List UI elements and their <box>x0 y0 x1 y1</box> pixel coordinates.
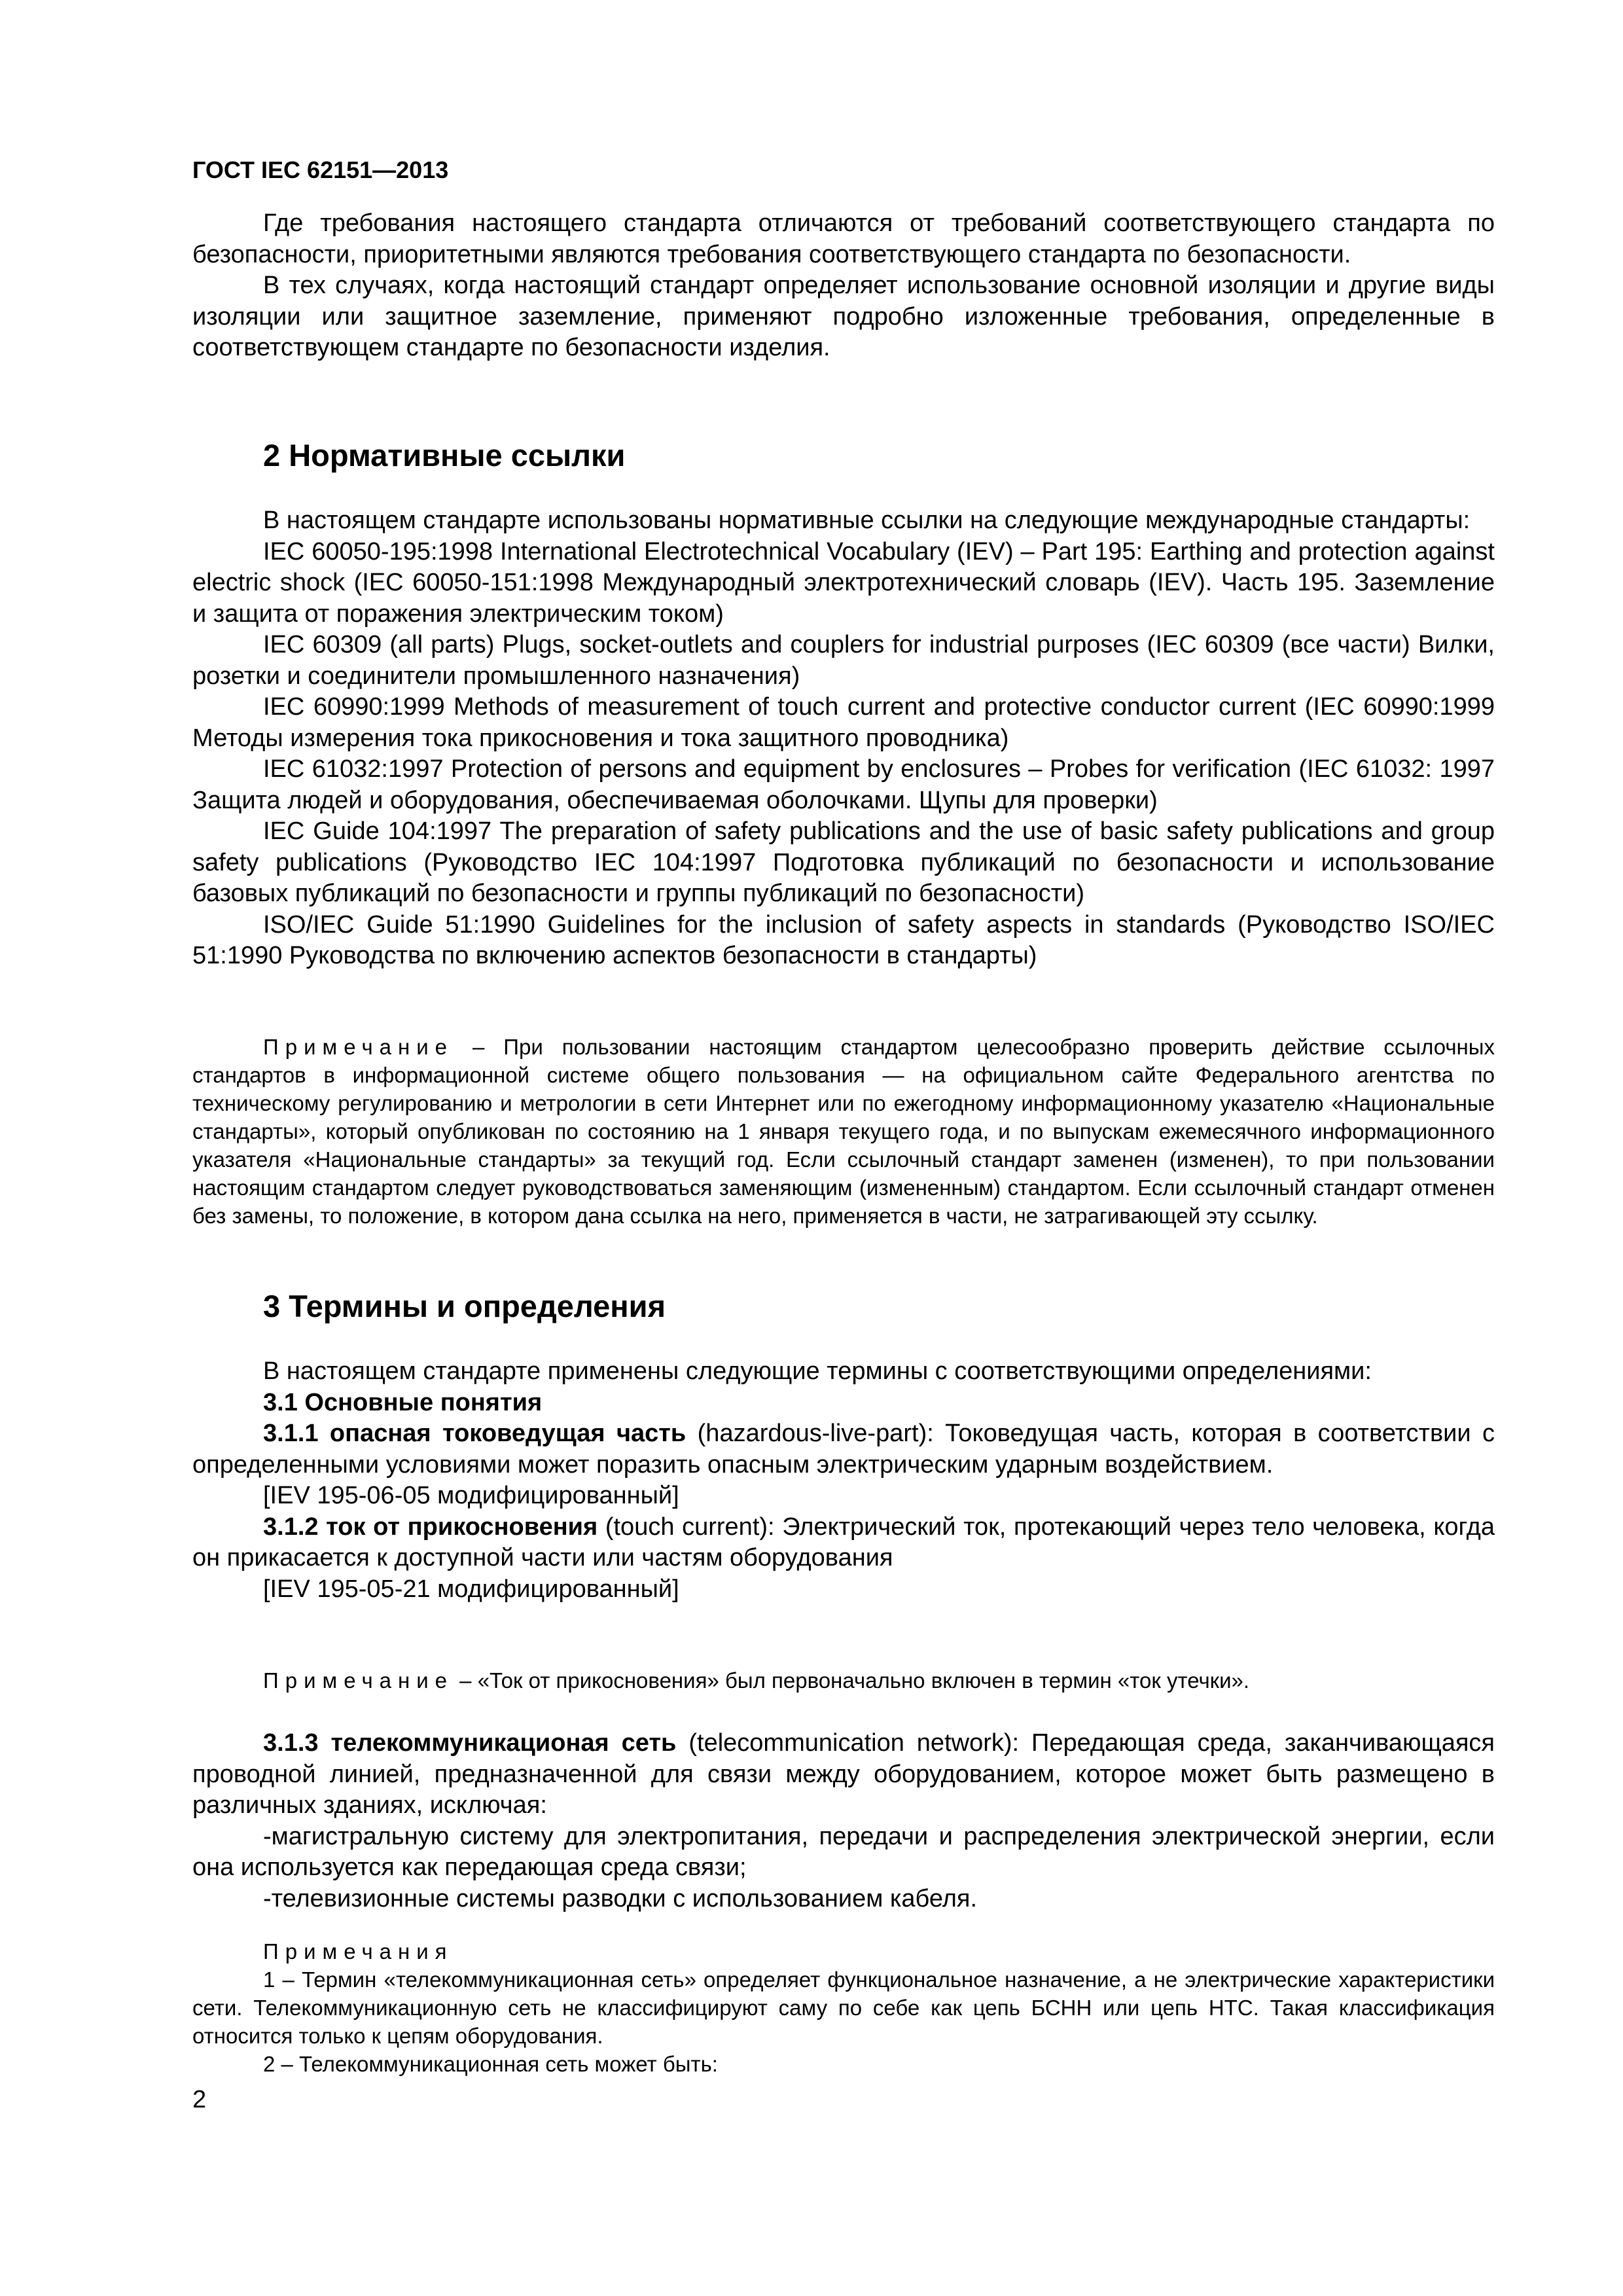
section-3-title: 3 Термины и определения <box>263 1289 666 1323</box>
reference-item: IEC 60050-195:1998 International Electrotechnical Vocabulary (IEV) – Part 195: Earthing and protection against electric shock (IEC 60050-151:1998 Международный электротехнический словарь (IEV). Часть 195. Заземление и защита от поражения электрическим током) <box>192 537 1495 628</box>
term-source: [IEV 195-05-21 модифицированный] <box>263 1575 679 1603</box>
page-number: 2 <box>192 2086 207 2113</box>
section-2-references <box>192 505 1495 972</box>
term-3-1-1 <box>192 1418 1495 1480</box>
term-definition: (hazardous-live-part): Токоведущая часть, которая в соответствии с определенными условиями может поразить опасным электрическим ударным воздействием. <box>192 1420 1495 1479</box>
term-3-1-3 <box>192 1728 1495 1821</box>
section-2-lead: В настоящем стандарте использованы нормативные ссылки на следующие международные стандарты: <box>263 507 1471 534</box>
subsection-title: 3.1 Основные понятия <box>263 1388 543 1416</box>
reference-item: IEC 61032:1997 Protection of persons and equipment by enclosures – Probes for verification (IEC 61032: 1997 Защита людей и оборудования, обеспечиваемая оболочками. Щупы для проверки) <box>192 755 1495 814</box>
note-label: Примечание <box>263 1035 454 1059</box>
exclusion-item: -магистральную систему для электропитания, передачи и распределения электрической энергии, если она используется как передающая среда связи; <box>192 1822 1495 1881</box>
reference-item: IEC 60309 (all parts) Plugs, socket-outlets and couplers for industrial purposes (IEC 60309 (все части) Вилки, розетки и соединители промышленного назначения) <box>192 631 1495 690</box>
section-2-note <box>192 1033 1495 1230</box>
intro-paragraph: В тех случаях, когда настоящий стандарт определяет использование основной изоляции и другие виды изоляции или защитное заземление, применяют подробно изложенные требования, определенные в соответствующем стандарте по безопасности изделия. <box>192 272 1495 361</box>
term-3-1-2 <box>192 1512 1495 1574</box>
term-definition: (touch current): Электрический ток, протекающий через тело человека, когда он прикасается к доступной части или частям оборудования <box>192 1513 1495 1571</box>
section-3-definitions <box>192 1356 1495 1605</box>
term-3-1-3-block <box>192 1728 1495 1914</box>
reference-item: IEC 60990:1999 Methods of measurement of touch current and protective conductor current (IEC 60990:1999 Методы измерения тока прикосновения и тока защитного проводника) <box>192 693 1495 752</box>
section-3-lead: В настоящем стандарте применены следующие термины с соответствующими определениями: <box>263 1357 1372 1385</box>
note-text: – При пользовании настоящим стандартом целесообразно проверить действие ссылочных стандартов в информационной системе общего пользования — на официальном сайте Федерального агентства по техническому регулированию и метрологии в сети Интернет или по ежегодному информационному указателю «Национальные стандарты», который опубликован по состоянию на 1 января текущего года, и по выпускам ежемесячного информационного указателя «Национальные стандарты» за текущий год. Если ссылочный стандарт заменен (изменен), то при пользовании настоящим стандартом следует руководствоваться заменяющим (измененным) стандартом. Если ссылочный стандарт отменен без замены, то положение, в котором дана ссылка на него, применяется в части, не затрагивающей эту ссылку. <box>192 1035 1495 1228</box>
term-name: 3.1.3 телекоммуникационая сеть <box>263 1729 677 1757</box>
term-note <box>192 1666 1495 1695</box>
intro-block <box>192 208 1495 364</box>
note-label: Примечание <box>263 1668 454 1693</box>
term-name: 3.1.2 ток от прикосновения <box>263 1513 598 1541</box>
reference-item: ISO/IEC Guide 51:1990 Guidelines for the inclusion of safety aspects in standards (Руководство ISO/IEC 51:1990 Руководства по включению аспектов безопасности в стандарты) <box>192 910 1495 969</box>
notes-block <box>192 1937 1495 2078</box>
reference-item: IEC Guide 104:1997 The preparation of safety publications and the use of basic safety publications and group safety publications (Руководство IEC 104:1997 Подготовка публикаций по безопасности и использование базовых публикаций по безопасности и группы публикаций по безопасности) <box>192 817 1495 907</box>
note-item: 2 – Телекоммуникационная сеть может быть: <box>263 2052 718 2076</box>
notes-label: Примечания <box>263 1939 454 1964</box>
intro-paragraph: Где требования настоящего стандарта отличаются от требований соответствующего стандарта по безопасности, приоритетными являются требования соответствующего стандарта по безопасности. <box>192 209 1495 268</box>
note-text: – «Ток от прикосновения» был первоначально включен в термин «ток утечки». <box>454 1668 1250 1693</box>
document-header: ГОСТ IEC 62151—2013 <box>192 156 449 183</box>
exclusion-item: -телевизионные системы разводки с использованием кабеля. <box>263 1884 978 1912</box>
section-2-title: 2 Нормативные ссылки <box>263 438 626 473</box>
term-definition: (telecommunication network): Передающая среда, заканчивающаяся проводной линией, предназначенной для связи между оборудованием, которое может быть размещено в различных зданиях, исключая: <box>192 1729 1495 1819</box>
term-source: [IEV 195-06-05 модифицированный] <box>263 1482 679 1509</box>
term-name: 3.1.1 опасная токоведущая часть <box>263 1420 687 1447</box>
note-item: 1 – Термин «телекоммуникационная сеть» определяет функциональное назначение, а не электрические характеристики сети. Телекоммуникационную сеть не классифицируют саму по себе как цепь БСНН или цепь НТС. Такая классификация относится только к цепям оборудования. <box>192 1967 1495 2048</box>
